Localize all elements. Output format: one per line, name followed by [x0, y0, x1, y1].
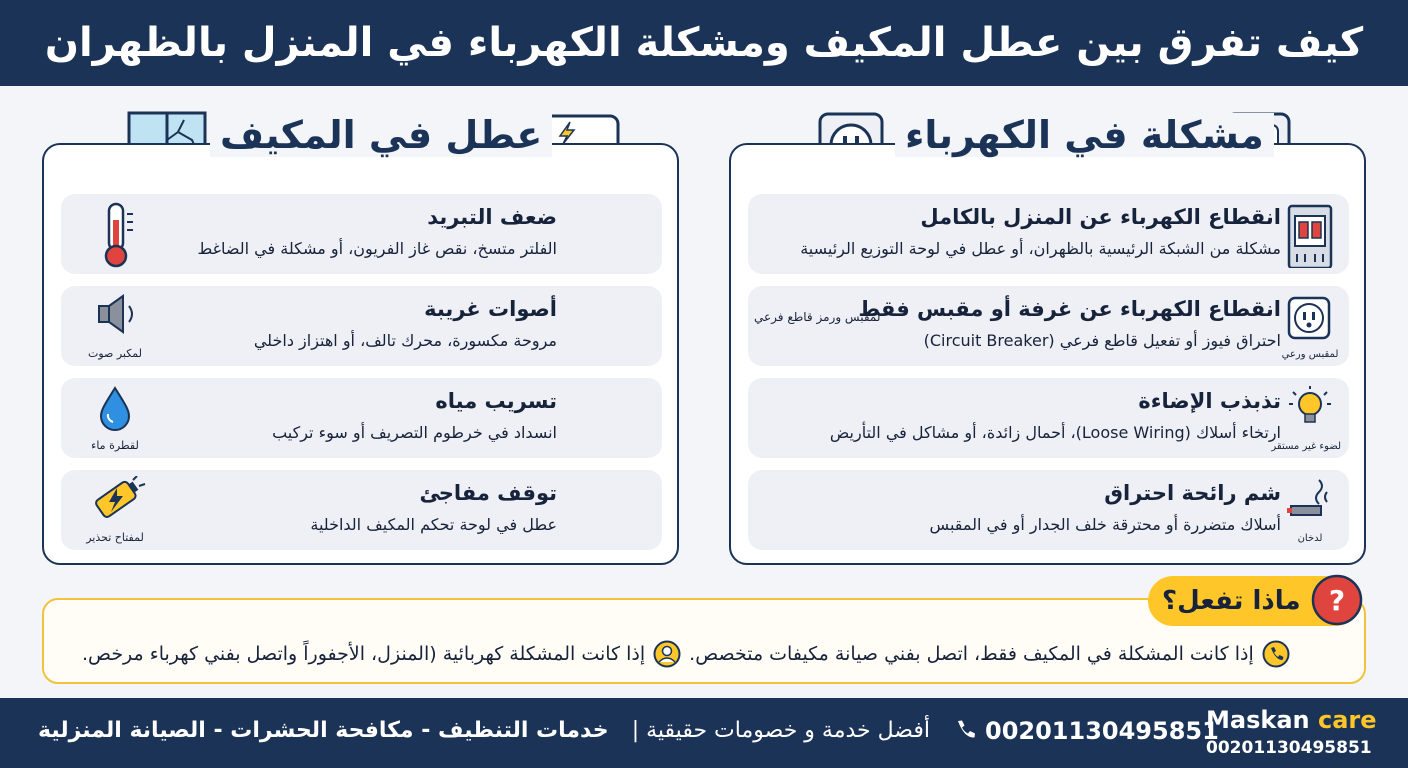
- item-desc: الفلتر متسخ، نقص غاز الفريون، أو مشكلة في الضاغط: [197, 239, 557, 258]
- smoke-icon: [1279, 476, 1341, 544]
- electricity-section-title: مشكلة في الكهرباء: [895, 113, 1274, 157]
- item-desc: عطل في لوحة تحكم المكيف الداخلية: [310, 515, 557, 534]
- item-title: ضعف التبريد: [427, 205, 557, 229]
- brand-logo: [1206, 706, 1377, 734]
- item-desc: ارتخاء أسلاك (Loose Wiring)، أحمال زائدة، أو مشاكل في التأريض: [829, 423, 1281, 442]
- elec-item-room-outage: [748, 286, 1349, 366]
- ac-item-strange-noises: [61, 286, 662, 366]
- electricity-problem-panel: [729, 143, 1366, 565]
- speaker-icon: [75, 292, 155, 360]
- icon-caption: لدخان: [1297, 533, 1323, 544]
- ac-fault-panel: [42, 143, 679, 565]
- footer-services: خدمات التنظيف - مكافحة الحشرات - الصيانة المنزلية: [38, 718, 609, 743]
- item-desc: احتراق فيوز أو تفعيل قاطع فرعي (Circuit Breaker): [923, 331, 1281, 350]
- breaker-panel-icon: [1279, 200, 1341, 268]
- ac-item-water-leak: [61, 378, 662, 458]
- icon-caption: لمقبس ورعي: [1281, 349, 1339, 360]
- item-desc: مروحة مكسورة، محرك تالف، أو اهتزاز داخلي: [253, 331, 557, 350]
- item-desc: مشكلة من الشبكة الرئيسية بالظهران، أو عطل في لوحة التوزيع الرئيسية: [800, 239, 1281, 258]
- footer-slogan: أفضل خدمة و خصومات حقيقية |: [631, 718, 930, 743]
- outlet-icon: [1279, 292, 1341, 360]
- what-to-do-label: ماذا تفعل؟: [1162, 586, 1301, 616]
- item-title: شم رائحة احتراق: [1104, 481, 1281, 505]
- header-bar: [0, 0, 1408, 86]
- item-desc: انسداد في خرطوم التصريف أو سوء تركيب: [272, 423, 557, 442]
- elec-item-burning-smell: [748, 470, 1349, 550]
- ac-item-sudden-stop: [61, 470, 662, 550]
- phone-icon: [953, 719, 977, 743]
- item-title: تسريب مياه: [435, 389, 557, 413]
- icon-caption: لمكبر صوت: [87, 347, 143, 360]
- item-title: [858, 297, 1281, 321]
- ac-item-weak-cooling: [61, 194, 662, 274]
- item-title: تذبذب الإضاءة: [1138, 389, 1281, 413]
- phone-number: 00201130495851: [985, 717, 1219, 745]
- brand-accent: care: [1317, 706, 1377, 734]
- footer-bar: [0, 698, 1408, 768]
- icon-caption: لمفتاح تحذير: [86, 531, 144, 544]
- question-icon: [1310, 574, 1364, 628]
- warning-switch-icon: [75, 476, 155, 544]
- water-drop-icon: [75, 384, 155, 452]
- item-title: انقطاع الكهرباء عن المنزل بالكامل: [920, 205, 1281, 229]
- brand-name: Maskan: [1206, 706, 1310, 734]
- svg-text:?: ?: [1328, 584, 1346, 617]
- item-title: أصوات غريبة: [424, 297, 557, 321]
- tip-text-ac: إذا كانت المشكلة في المكيف فقط، اتصل بفني صيانة مكيفات متخصص.: [689, 643, 1254, 665]
- elec-item-flickering-lights: [748, 378, 1349, 458]
- brand-phone: 00201130495851: [1206, 738, 1372, 758]
- elec-item-whole-house-outage: [748, 194, 1349, 274]
- item-title-text: انقطاع الكهرباء عن غرفة أو مقبس فقط: [858, 297, 1281, 321]
- technician-icon: [653, 640, 681, 668]
- icon-caption: لقطرة ماء: [91, 439, 139, 452]
- item-title: توقف مفاجئ: [419, 481, 557, 505]
- bulb-icon: [1271, 384, 1341, 452]
- what-to-do-text: [82, 640, 1302, 668]
- footer-phone[interactable]: [953, 717, 1219, 745]
- item-desc: أسلاك متضررة أو محترقة خلف الجدار أو في المقبس: [929, 515, 1281, 534]
- item-title-note: لمقبس ورمز قاطع فرعي: [754, 310, 881, 324]
- phone-icon: [1262, 640, 1290, 668]
- thermometer-icon: [75, 200, 155, 268]
- tip-text-electric: إذا كانت المشكلة كهربائية (المنزل، الأجفوراً واتصل بفني كهرباء مرخص.: [82, 643, 646, 665]
- ac-section-title: عطل في المكيف: [210, 113, 552, 157]
- icon-caption: لضوء غير مستقر: [1271, 441, 1341, 452]
- page-title: كيف تفرق بين عطل المكيف ومشكلة الكهرباء في المنزل بالظهران: [44, 20, 1364, 66]
